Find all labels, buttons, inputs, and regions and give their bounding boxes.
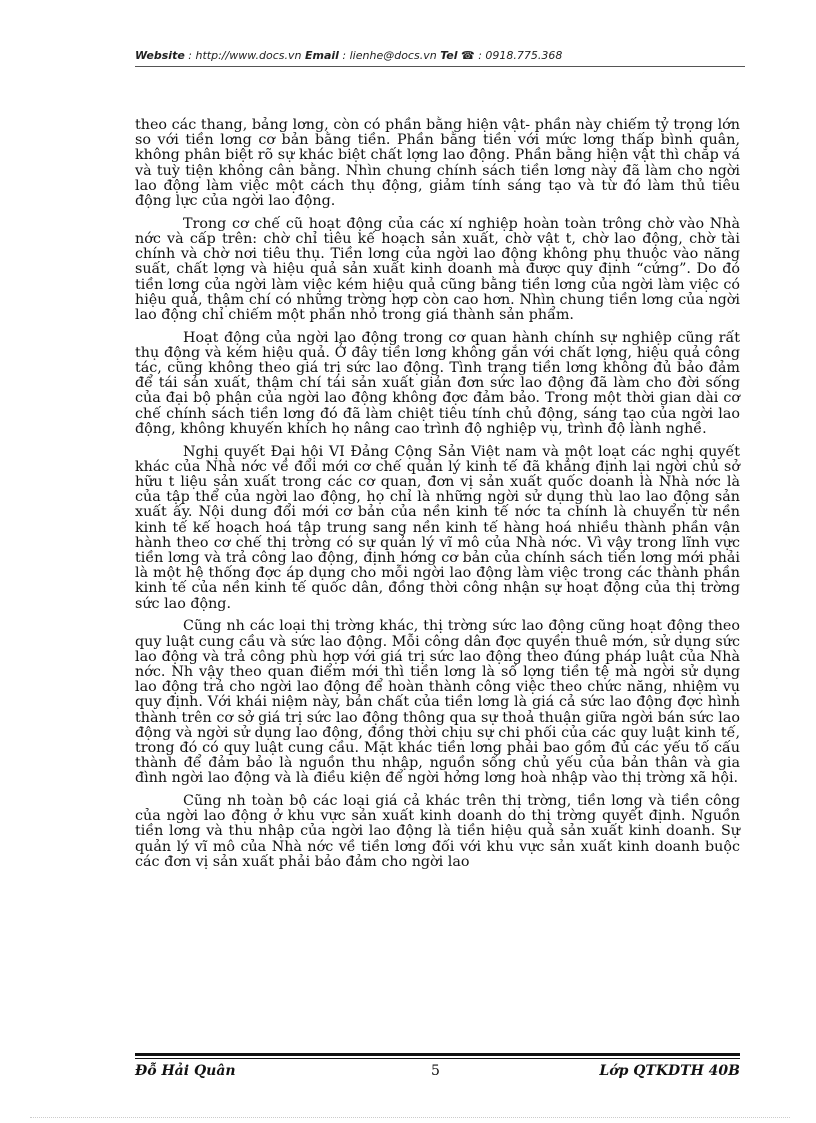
paragraph-3: Hoạt động của ngời lao động trong cơ quan hành chính sự nghiệp cũng rất thụ động và kém hiệu quả. Ở đây tiền lơng không gắn với chất lợng, hiệu quả công tác, cũng không theo giá trị sức lao động. Tình trạng tiền lơng không đủ bảo đảm để tái sản xuất, thậm chí tái sản xuất giản đơn sức lao động đã làm cho đời sống của đại bộ phận của ngời lao động không đợc đảm bảo. Trong một thời gian dài cơ chế chính sách tiền lơng đó đã làm chiệt tiêu tính chủ động, sáng tạo của ngời lao động, không khuyến khích họ nâng cao trình độ nghiệp vụ, trình độ lành nghề. [135,329,740,437]
footer-divider-thick [135,1053,740,1056]
page-header [135,49,745,62]
tel-label: Tel [440,49,458,62]
website-label: Website [135,49,185,62]
email-value: : lienhe@docs.vn [338,49,441,62]
email-label: Email [304,49,339,62]
paragraph-2: Trong cơ chế cũ hoạt động của các xí nghiệp hoàn toàn trông chờ vào Nhà nớc và cấp trên: chờ chỉ tiêu kế hoạch sản xuất, chờ vật t, chờ lao động, chờ tài chính và chờ nơi tiêu thụ. Tiền lơng của ngời lao động không phụ thuộc vào năng suất, chất lợng và hiệu quả sản xuất kinh doanh mà được quy định “cứng”. Do đó tiền lơng của ngời làm việc kém hiệu quả cũng bằng tiền lơng của ngời làm việc có hiệu quả, thậm chí có những trờng hợp còn cao hơn. Nhìn chung tiền lơng của ngời lao động chỉ chiếm một phần nhỏ trong giá thành sản phẩm. [135,215,740,323]
footer-author: Đỗ Hải Quân [135,1063,236,1079]
paragraph-5: Cũng nh các loại thị trờng khác, thị trờng sức lao động cũng hoạt động theo quy luật cung cầu và sức lao động. Mỗi công dân đợc quyền thuê mớn, sử dụng sức lao động và trả công phù hợp với giá trị sức lao động theo đúng pháp luật của Nhà nớc. Nh vậy theo quan điểm mới thì tiền lơng là số lợng tiền tệ mà ngời sử dụng lao động trả cho ngời lao động để hoàn thành công việc theo chức năng, nhiệm vụ quy định. Với khái niệm này, bản chất của tiền lơng là giá cả sức lao động đợc hình thành trên cơ sở giá trị sức lao động thông qua sự thoả thuận giữa ngời bán sức lao động và ngời sử dụng lao động, đồng thời chịu sự chi phối của các quy luật kinh tế, trong đó có quy luật cung cầu. Mặt khác tiền lơng phải bao gồm đủ các yếu tố cấu thành để đảm bảo là nguồn thu nhập, nguồn sống chủ yếu của bản thân và gia đình ngời lao động và là điều kiện để ngời hởng lơng hoà nhập vào thị trờng xã hội. [135,618,740,787]
page-bottom-border [30,1117,790,1118]
website-value: : http://www.docs.vn [184,49,305,62]
page-footer [135,1063,740,1083]
telephone-icon: ☎ [461,49,475,62]
paragraph-4: Nghị quyết Đại hội VI Đảng Cộng Sản Việt nam và một loạt các nghị quyết khác của Nhà nớc về đổi mới cơ chế quản lý kinh tế đã khẳng định lại ngời chủ sở hữu t liệu sản xuất trong các cơ quan, đơn vị sản xuất quốc doanh là Nhà nớc là của tập thể của ngời lao động, họ chỉ là những ngời sử dụng thù lao lao động sản xuất ấy. Nội dung đổi mới cơ bản của nền kinh tế nớc ta chính là chuyển từ nền kinh tế kế hoạch hoá tập trung sang nền kinh tế hàng hoá nhiều thành phần vận hành theo cơ chế thị trờng có sự quản lý vĩ mô của Nhà nớc. Vì vậy trong lĩnh vực tiền lơng và trả công lao động, định hớng cơ bản của chính sách tiền lơng mới phải là một hệ thống đợc áp dụng cho mỗi ngời lao động làm việc trong các thành phần kinh tế của nền kinh tế quốc dân, đồng thời công nhận sự hoạt động của thị trờng sức lao động. [135,443,740,612]
tel-value: : 0918.775.368 [474,49,563,62]
header-divider [135,66,745,67]
body-text [135,118,740,878]
footer-class: Lớp QTKDTH 40B [599,1063,740,1079]
paragraph-6: Cũng nh toàn bộ các loại giá cả khác trên thị trờng, tiền lơng và tiền công của ngời lao động ở khu vực sản xuất kinh doanh do thị trờng quyết định. Nguồn tiền lơng và thu nhập của ngời lao động là tiền hiệu quả sản xuất kinh doanh. Sự quản lý vĩ mô của Nhà nớc về tiền lơng đối với khu vực sản xuất kinh doanh buộc các đơn vị sản xuất phải bảo đảm cho ngời lao [135,793,740,870]
page-number: 5 [431,1063,440,1079]
paragraph-1: theo các thang, bảng lơng, còn có phần bằng hiện vật- phần này chiếm tỷ trọng lớn so với tiền lơng cơ bản bằng tiền. Phần bằng tiền với mức lơng thấp bình quân, không phân biệt rõ sự khác biệt chất lợng lao động. Phần bằng hiện vật thì chắp vá và tuỳ tiện không cân bằng. Nhìn chung chính sách tiền lơng này đã làm cho ngời lao động làm việc một cách thụ động, giảm tính sáng tạo và từ đó làm thủ tiêu động lực của ngời lao động. [135,117,740,210]
footer-divider-thin [135,1058,740,1059]
